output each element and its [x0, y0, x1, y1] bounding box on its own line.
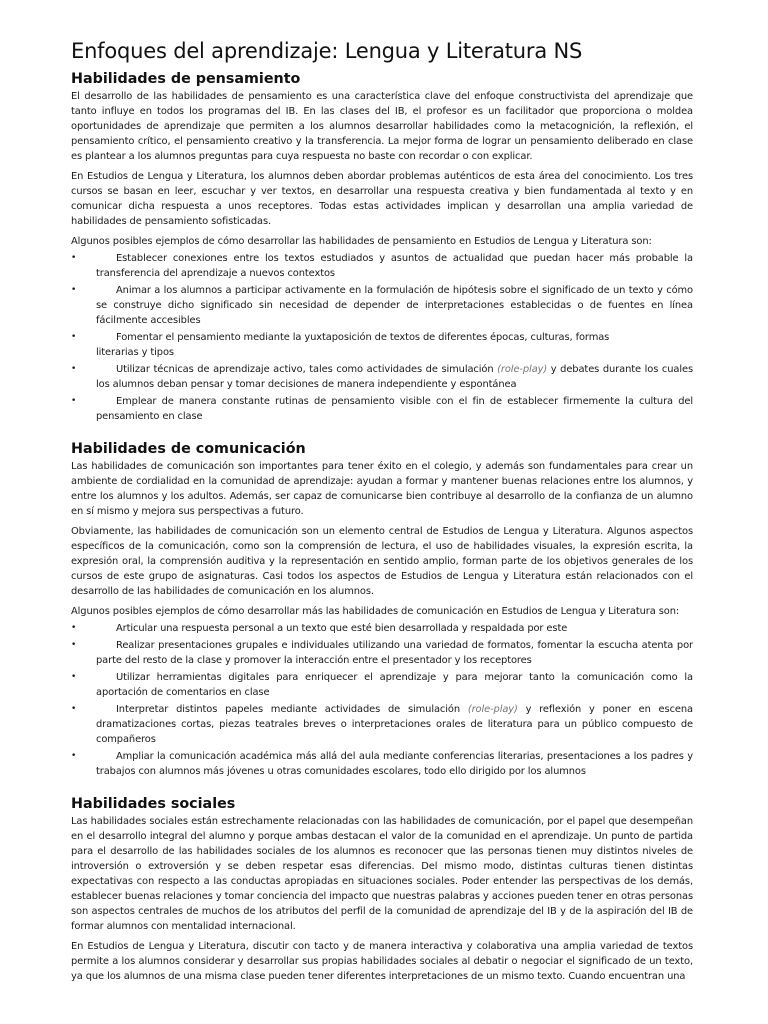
list-item-text: Ampliar la comunicación académica más allá del aula mediante conferencias literarias, presentaciones a los padres y trabajos con alumnos más jóvenes u otras comunidades escolares, todo ello dirigido por los alumnos [96, 751, 693, 777]
list-item [71, 283, 693, 328]
list-item [71, 362, 693, 392]
list-item-text: Animar a los alumnos a participar activamente en la formulación de hipótesis sobre el significado de un texto y cómo se construye dicho significado sin necesidad de depender de interpretaciones establecidas o de fuentes en línea fácilmente accesibles [96, 285, 693, 326]
list-item-text-continued: literarias y tipos [96, 347, 174, 358]
bullet-icon: • [71, 285, 77, 295]
list-intro: Algunos posibles ejemplos de cómo desarrollar más las habilidades de comunicación en Estudios de Lengua y Literatura son: [71, 606, 680, 617]
list-item [71, 702, 693, 747]
term-highlight: (role-play) [497, 364, 548, 375]
list-intro: Algunos posibles ejemplos de cómo desarrollar las habilidades de pensamiento en Estudios de Lengua y Literatura son: [71, 236, 652, 247]
document-page [71, 38, 693, 989]
list-item-text: Utilizar técnicas de aprendizaje activo, tales como actividades de simulación [116, 364, 498, 375]
list-item [71, 251, 693, 281]
section-heading: Habilidades sociales [71, 796, 236, 812]
paragraph: El desarrollo de las habilidades de pensamiento es una característica clave del enfoque constructivista del aprendizaje que tanto influye en todos los programas del IB. En las clases del IB, el profesor es un facilitador que proporciona o moldea oportunidades de aprendizaje que permiten a los alumnos desarrollar habilidades como la metacognición, la reflexión, el pensamiento crítico, el pensamiento creativo y la transferencia. La mejor forma de lograr un pensamiento deliberado en clase es plantear a los alumnos preguntas para cuya respuesta no baste con recordar o con explicar. [71, 91, 693, 162]
bullet-icon: • [71, 332, 77, 342]
paragraph: Obviamente, las habilidades de comunicación son un elemento central de Estudios de Lengua y Literatura. Algunos aspectos específicos de la comunicación, como son la comprensión de lectura, el uso de habilidades visuales, la expresión escrita, la expresión oral, la comprensión auditiva y la representación en sentido amplio, forman parte de los objetivos generales de los cursos de este grupo de asignaturas. Casi todos los aspectos de Estudios de Lengua y Literatura están relacionados con el desarrollo de las habilidades de comunicación en los alumnos. [71, 526, 693, 597]
list-item-text: Articular una respuesta personal a un texto que esté bien desarrollada y respaldada por este [116, 623, 568, 634]
paragraph: Las habilidades de comunicación son importantes para tener éxito en el colegio, y además son fundamentales para crear un ambiente de cordialidad en la comunidad de aprendizaje: ayudan a formar y mantener buenas relaciones entre los alumnos, y entre los alumnos y los adultos. Además, ser capaz de comunicarse bien contribuye al desarrollo de la confianza de un alumno en sí mismo y mejora sus perspectivas a futuro. [71, 461, 693, 517]
section-thinking-skills [71, 70, 693, 424]
list-item [71, 621, 693, 636]
paragraph: En Estudios de Lengua y Literatura, discutir con tacto y de manera interactiva y colaborativa una amplia variedad de textos permite a los alumnos considerar y desarrollar sus propias habilidades sociales al debatir o negociar el significado de un texto, ya que los alumnos de una misma clase pueden tener diferentes interpretaciones de un mismo texto. Cuando encuentran una [71, 941, 693, 982]
list-item-text: Emplear de manera constante rutinas de pensamiento visible con el fin de establecer firmemente la cultura del pensamiento en clase [96, 396, 693, 422]
section-social-skills [71, 795, 693, 984]
list-item-text: y debates durante los cuales los alumnos deban pensar y tomar decisiones de manera independiente y espontánea [96, 364, 694, 390]
list-item [71, 670, 693, 700]
section-heading: Habilidades de comunicación [71, 441, 306, 457]
bullet-list [71, 621, 693, 779]
section-communication-skills [71, 440, 693, 779]
bullet-icon: • [71, 672, 77, 682]
bullet-icon: • [71, 253, 77, 263]
list-item-text: Fomentar el pensamiento mediante la yuxtaposición de textos de diferentes épocas, culturas, formas [116, 332, 610, 343]
list-item-text: Interpretar distintos papeles mediante actividades de simulación [116, 704, 468, 715]
bullet-list [71, 251, 693, 424]
list-item-text: y reflexión y poner en escena dramatizaciones cortas, piezas teatrales breves o interpretaciones orales de literatura para un público compuesto de compañeros [96, 704, 693, 745]
term-highlight: (role-play) [467, 704, 518, 715]
bullet-icon: • [71, 751, 77, 761]
list-item [71, 394, 693, 424]
bullet-icon: • [71, 640, 77, 650]
section-heading: Habilidades de pensamiento [71, 71, 301, 87]
bullet-icon: • [71, 623, 77, 633]
list-item [71, 638, 693, 668]
paragraph: Las habilidades sociales están estrechamente relacionadas con las habilidades de comunicación, por el papel que desempeñan en el desarrollo integral del alumno y porque ambas destacan el valor de la comunidad en el aprendizaje. Un punto de partida para el desarrollo de las habilidades sociales de los alumnos es reconocer que las personas tienen muy distintos niveles de introversión o extroversión y se deben respetar esas diferencias. Del mismo modo, distintas culturas tienen distintas expectativas con respecto a las conductas apropiadas en situaciones sociales. Poder entender las perspectivas de los demás, establecer buenas relaciones y tomar conciencia del impacto que nuestras palabras y acciones pueden tener en otras personas son aspectos centrales de muchos de los atributos del perfil de la comunidad de aprendizaje del IB y de la aspiración del IB de formar alumnos con mentalidad internacional. [71, 816, 693, 932]
page-title: Enfoques del aprendizaje: Lengua y Literatura NS [71, 39, 583, 63]
paragraph: En Estudios de Lengua y Literatura, los alumnos deben abordar problemas auténticos de esta área del conocimiento. Los tres cursos se basan en leer, escuchar y ver textos, en desarrollar una respuesta creativa y bien fundamentada al texto y en comunicar dicha respuesta a unos receptores. Todas estas actividades implican y desarrollan una amplia variedad de habilidades de pensamiento sofisticadas. [71, 171, 693, 227]
list-item [71, 330, 693, 360]
list-item-text: Utilizar herramientas digitales para enriquecer el aprendizaje y para mejorar tanto la comunicación como la aportación de comentarios en clase [96, 672, 693, 698]
bullet-icon: • [71, 396, 77, 406]
bullet-icon: • [71, 704, 77, 714]
bullet-icon: • [71, 364, 77, 374]
list-item [71, 749, 693, 779]
list-item-text: Realizar presentaciones grupales e individuales utilizando una variedad de formatos, fomentar la escucha atenta por parte del resto de la clase y promover la interacción entre el presentador y los receptores [96, 640, 693, 666]
list-item-text: Establecer conexiones entre los textos estudiados y asuntos de actualidad que puedan hacer más probable la transferencia del aprendizaje a nuevos contextos [96, 253, 693, 279]
